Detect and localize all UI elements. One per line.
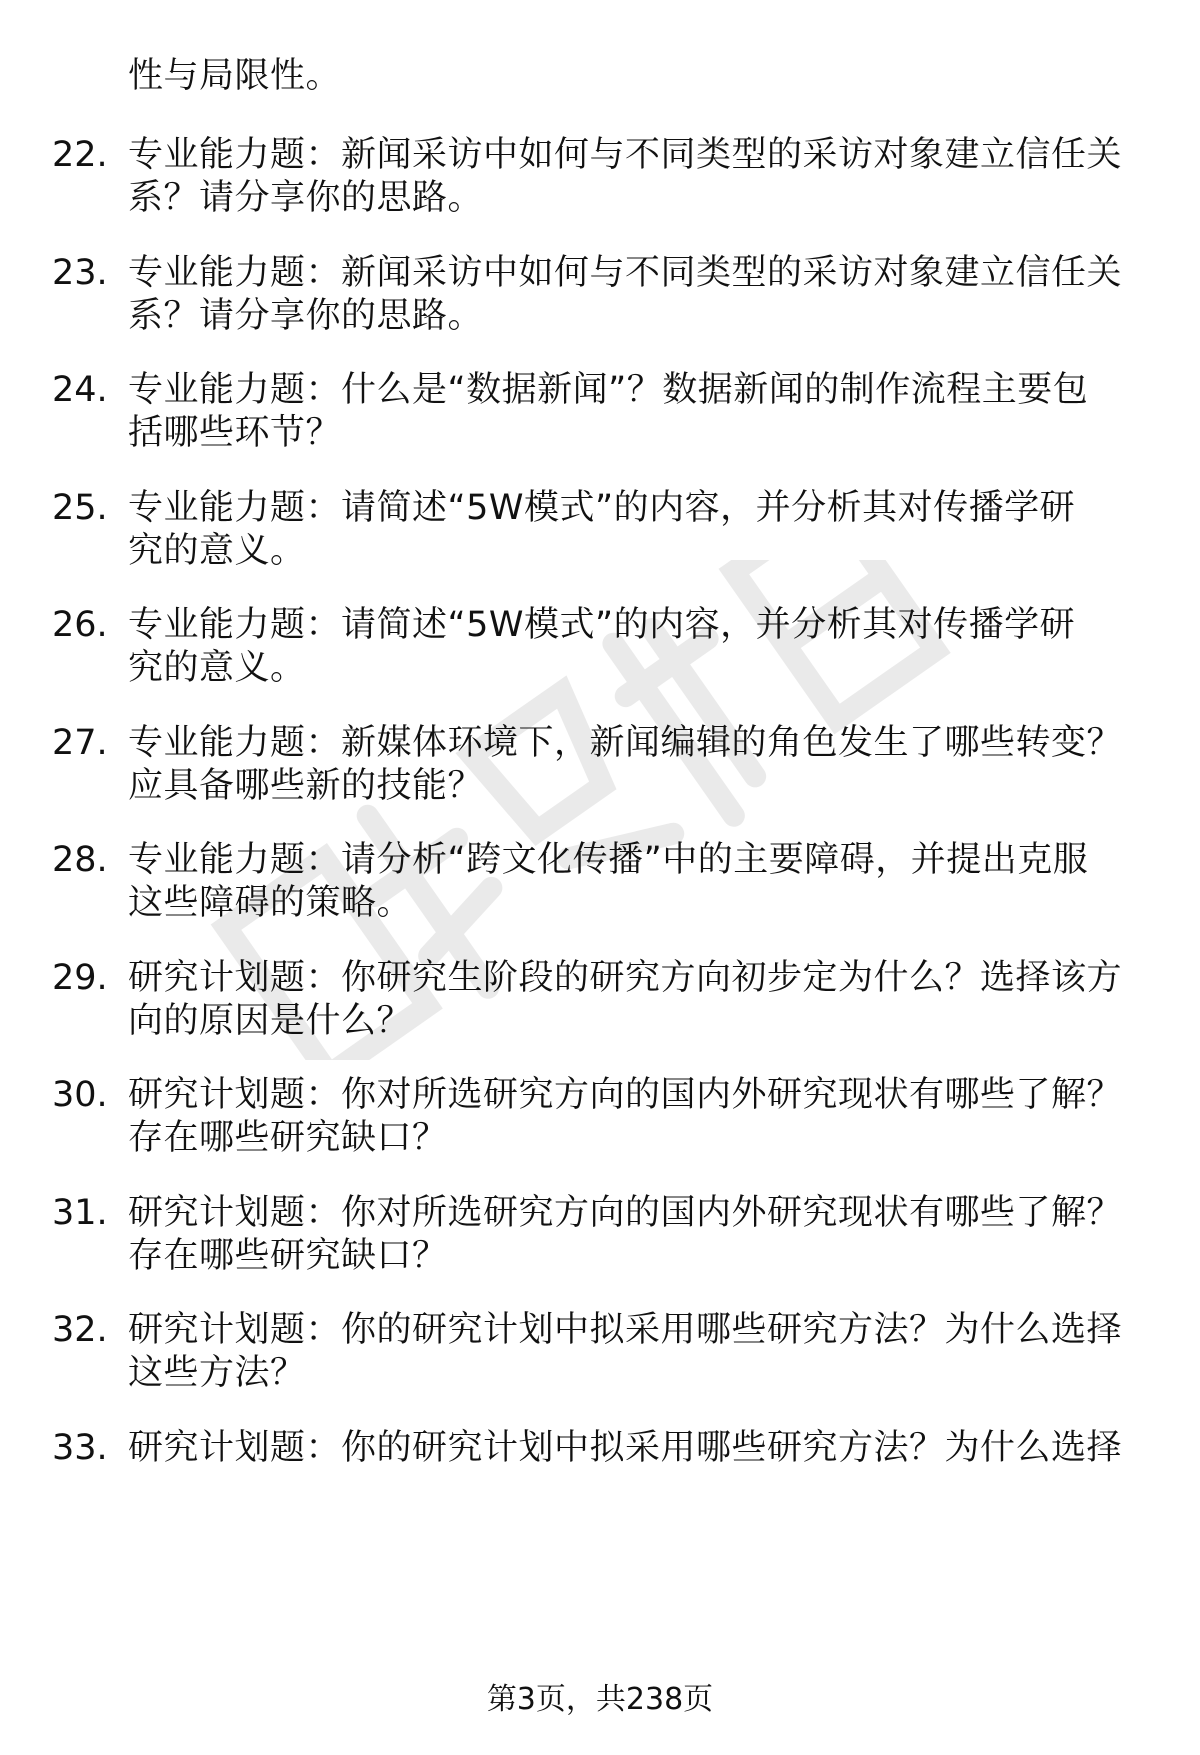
item-text-line: 专业能力题：新媒体环境下，新闻编辑的角色发生了哪些转变？ — [128, 723, 1123, 763]
item-text-line: 研究计划题：你的研究计划中拟采用哪些研究方法？为什么选择 — [128, 1310, 1123, 1350]
item-text-line: 系？请分享你的思路。 — [128, 178, 484, 218]
item-number: 24. — [52, 370, 108, 410]
item-text-line: 究的意义。 — [128, 531, 306, 571]
item-number: 25. — [52, 488, 108, 528]
item-text-line: 这些障碍的策略。 — [128, 883, 413, 923]
item-text-line: 研究计划题：你对所选研究方向的国内外研究现状有哪些了解？ — [128, 1193, 1123, 1233]
item-text-line: 研究计划题：你对所选研究方向的国内外研究现状有哪些了解？ — [128, 1075, 1123, 1115]
item-number: 32. — [52, 1310, 108, 1350]
item-text-line: 这些方法？ — [128, 1353, 306, 1393]
item-number: 27. — [52, 723, 108, 763]
item-text-line: 存在哪些研究缺口？ — [128, 1118, 448, 1158]
item-text-line: 应具备哪些新的技能？ — [128, 766, 484, 806]
item-text-line: 研究计划题：你研究生阶段的研究方向初步定为什么？选择该方 — [128, 958, 1123, 998]
item-number: 33. — [52, 1428, 108, 1468]
item-text-line: 专业能力题：新闻采访中如何与不同类型的采访对象建立信任关 — [128, 253, 1123, 293]
item-text-line: 括哪些环节？ — [128, 413, 342, 453]
item-text-line: 系？请分享你的思路。 — [128, 296, 484, 336]
item-text-line: 专业能力题：新闻采访中如何与不同类型的采访对象建立信任关 — [128, 135, 1123, 175]
continuation-text: 性与局限性。 — [128, 56, 342, 96]
item-text-line: 专业能力题：请分析“跨文化传播”中的主要障碍，并提出克服 — [128, 840, 1089, 880]
item-text-line: 究的意义。 — [128, 648, 306, 688]
item-text-line: 专业能力题：请简述“5W模式”的内容，并分析其对传播学研 — [128, 605, 1076, 645]
item-text-line: 研究计划题：你的研究计划中拟采用哪些研究方法？为什么选择 — [128, 1428, 1123, 1468]
item-text-line: 存在哪些研究缺口？ — [128, 1236, 448, 1276]
page-footer: 第3页，共238页 — [486, 1682, 714, 1717]
item-number: 31. — [52, 1193, 108, 1233]
item-number: 28. — [52, 840, 108, 880]
item-number: 29. — [52, 958, 108, 998]
item-text-line: 专业能力题：请简述“5W模式”的内容，并分析其对传播学研 — [128, 488, 1076, 528]
item-text-line: 专业能力题：什么是“数据新闻”？数据新闻的制作流程主要包 — [128, 370, 1089, 410]
item-number: 30. — [52, 1075, 108, 1115]
item-number: 26. — [52, 605, 108, 645]
item-number: 22. — [52, 135, 108, 175]
item-text-line: 向的原因是什么？ — [128, 1001, 413, 1041]
item-number: 23. — [52, 253, 108, 293]
